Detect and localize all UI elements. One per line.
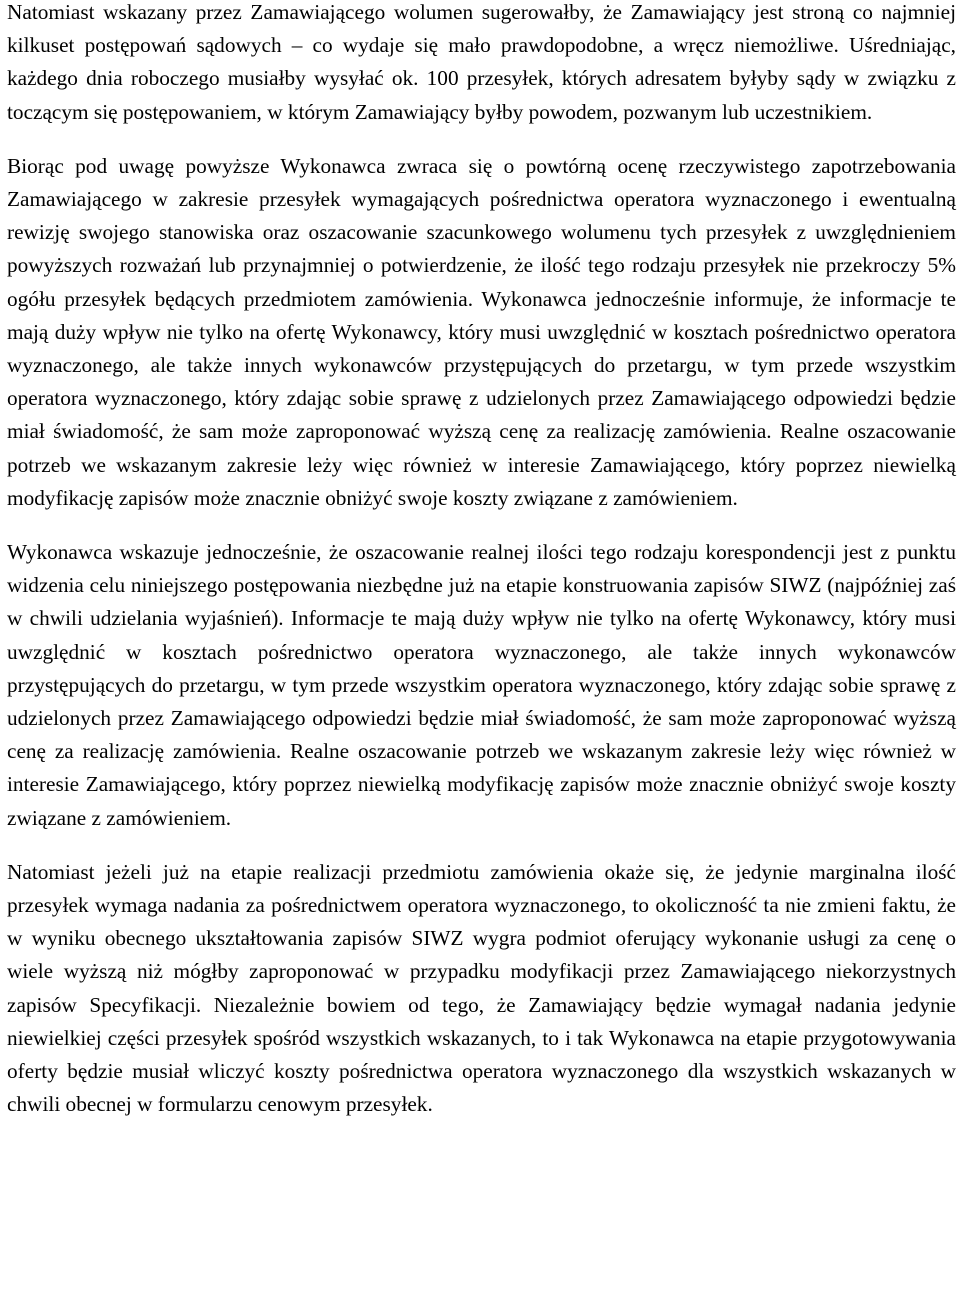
paragraph-4: Natomiast jeżeli już na etapie realizacji przedmiotu zamówienia okaże się, że jedynie marginalna ilość przesyłek wymaga nadania za pośrednictwem operatora wyznaczonego, to okoliczność ta nie zmieni faktu, że w wyniku obecnego ukształtowania zapisów SIWZ wygra podmiot oferujący wykonanie usługi za cenę o wiele wyższą niż mógłby zaproponować w przypadku modyfikacji przez Zamawiającego niekorzystnych zapisów Specyfikacji. Niezależnie bowiem od tego, że Zamawiający będzie wymagał nadania jedynie niewielkiej części przesyłek spośród wszystkich wskazanych, to i tak Wykonawca na etapie przygotowywania oferty będzie musiał wliczyć koszty pośrednictwa operatora wyznaczonego dla wszystkich wskazanych w chwili obecnej w formularzu cenowym przesyłek. (7, 859, 956, 1117)
paragraph-3: Wykonawca wskazuje jednocześnie, że oszacowanie realnej ilości tego rodzaju korespondencji jest z punktu widzenia celu niniejszego postępowania niezbędne już na etapie konstruowania zapisów SIWZ (najpóźniej zaś w chwili udzielania wyjaśnień). Informacje te mają duży wpływ nie tylko na ofertę Wykonawcy, który musi uwzględnić w kosztach pośrednictwo operatora wyznaczonego, ale także innych wykonawców przystępujących do przetargu, w tym przede wszystkim operatora wyznaczonego, który zdając sobie sprawę z udzielonych przez Zamawiającego odpowiedzi będzie miał świadomość, że sam może zaproponować wyższą cenę za realizację zamówienia. Realne oszacowanie potrzeb we wskazanym zakresie leży więc również w interesie Zamawiającego, który poprzez niewielką modyfikację zapisów może znacznie obniżyć swoje koszty związane z zamówieniem. (7, 540, 956, 830)
document-page (7, 0, 956, 1122)
paragraph-2: Biorąc pod uwagę powyższe Wykonawca zwraca się o powtórną ocenę rzeczywistego zapotrzebowania Zamawiającego w zakresie przesyłek wymagających pośrednictwa operatora wyznaczonego i ewentualną rewizję swojego stanowiska oraz oszacowanie szacunkowego wolumenu tych przesyłek z uwzględnieniem powyższych rozważań lub przynajmniej o potwierdzenie, że ilość tego rodzaju przesyłek nie przekroczy 5% ogółu przesyłek będących przedmiotem zamówienia. Wykonawca jednocześnie informuje, że informacje te mają duży wpływ nie tylko na ofertę Wykonawcy, który musi uwzględnić w kosztach pośrednictwo operatora wyznaczonego, ale także innych wykonawców przystępujących do przetargu, w tym przede wszystkim operatora wyznaczonego, który zdając sobie sprawę z udzielonych przez Zamawiającego odpowiedzi będzie miał świadomość, że sam może zaproponować wyższą cenę za realizację zamówienia. Realne oszacowanie potrzeb we wskazanym zakresie leży więc również w interesie Zamawiającego, który poprzez niewielką modyfikację zapisów może znacznie obniżyć swoje koszty związane z zamówieniem. (7, 153, 956, 510)
paragraph-1: Natomiast wskazany przez Zamawiającego wolumen sugerowałby, że Zamawiający jest stroną co najmniej kilkuset postępowań sądowych – co wydaje się mało prawdopodobne, a wręcz niemożliwe. Uśredniając, każdego dnia roboczego musiałby wysyłać ok. 100 przesyłek, których adresatem byłyby sądy w związku z toczącym się postępowaniem, w którym Zamawiający byłby powodem, pozwanym lub uczestnikiem. (7, 0, 956, 124)
